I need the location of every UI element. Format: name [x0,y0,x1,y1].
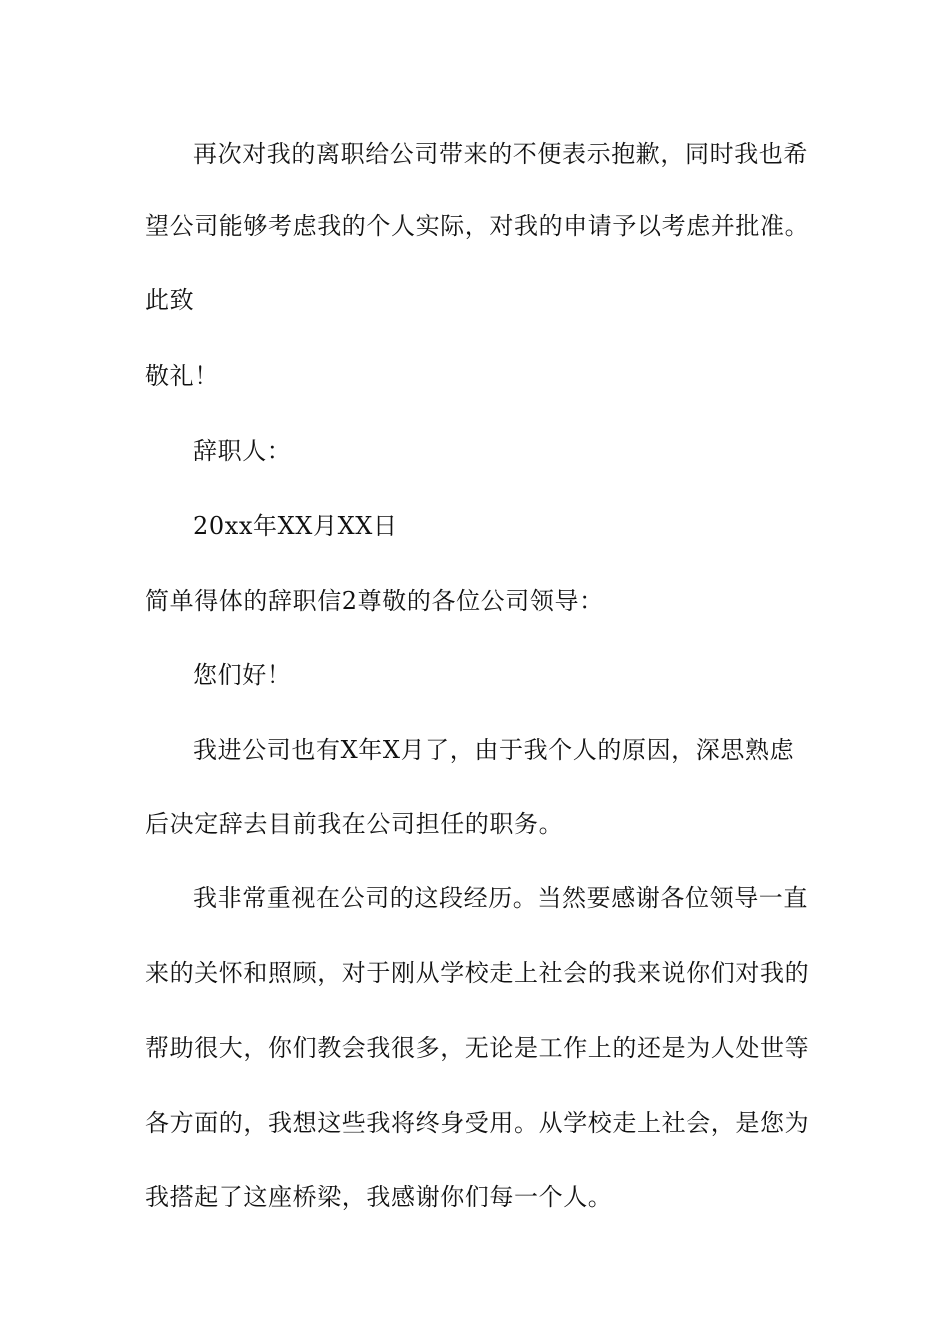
paragraph-thanks-line-2: 来的关怀和照顾，对于刚从学校走上社会的我来说你们对我的 [145,959,810,987]
paragraph-apology-line-1: 再次对我的离职给公司带来的不便表示抱歉，同时我也希 [193,140,808,168]
paragraph-apology-line-2: 望公司能够考虑我的个人实际，对我的申请予以考虑并批准。 [145,212,810,240]
paragraph-reason-line-1: 我进公司也有X年X月了，由于我个人的原因，深思熟虑 [193,736,795,764]
paragraph-thanks-line-1: 我非常重视在公司的这段经历。当然要感谢各位领导一直 [193,884,808,912]
paragraph-reason-line-2: 后决定辞去目前我在公司担任的职务。 [145,810,564,838]
letter-2-heading: 简单得体的辞职信2尊敬的各位公司领导： [145,587,604,615]
signature-label: 辞职人： [193,437,292,465]
closing-salutation: 此致 [145,286,195,314]
date-line: 20xx年XX月XX日 [193,512,398,540]
closing-regards: 敬礼！ [145,362,219,390]
paragraph-thanks-line-5: 我搭起了这座桥梁，我感谢你们每一个人。 [145,1183,613,1211]
paragraph-thanks-line-4: 各方面的，我想这些我将终身受用。从学校走上社会，是您为 [145,1109,810,1137]
greeting: 您们好！ [193,661,292,689]
paragraph-thanks-line-3: 帮助很大，你们教会我很多，无论是工作上的还是为人处世等 [145,1034,810,1062]
